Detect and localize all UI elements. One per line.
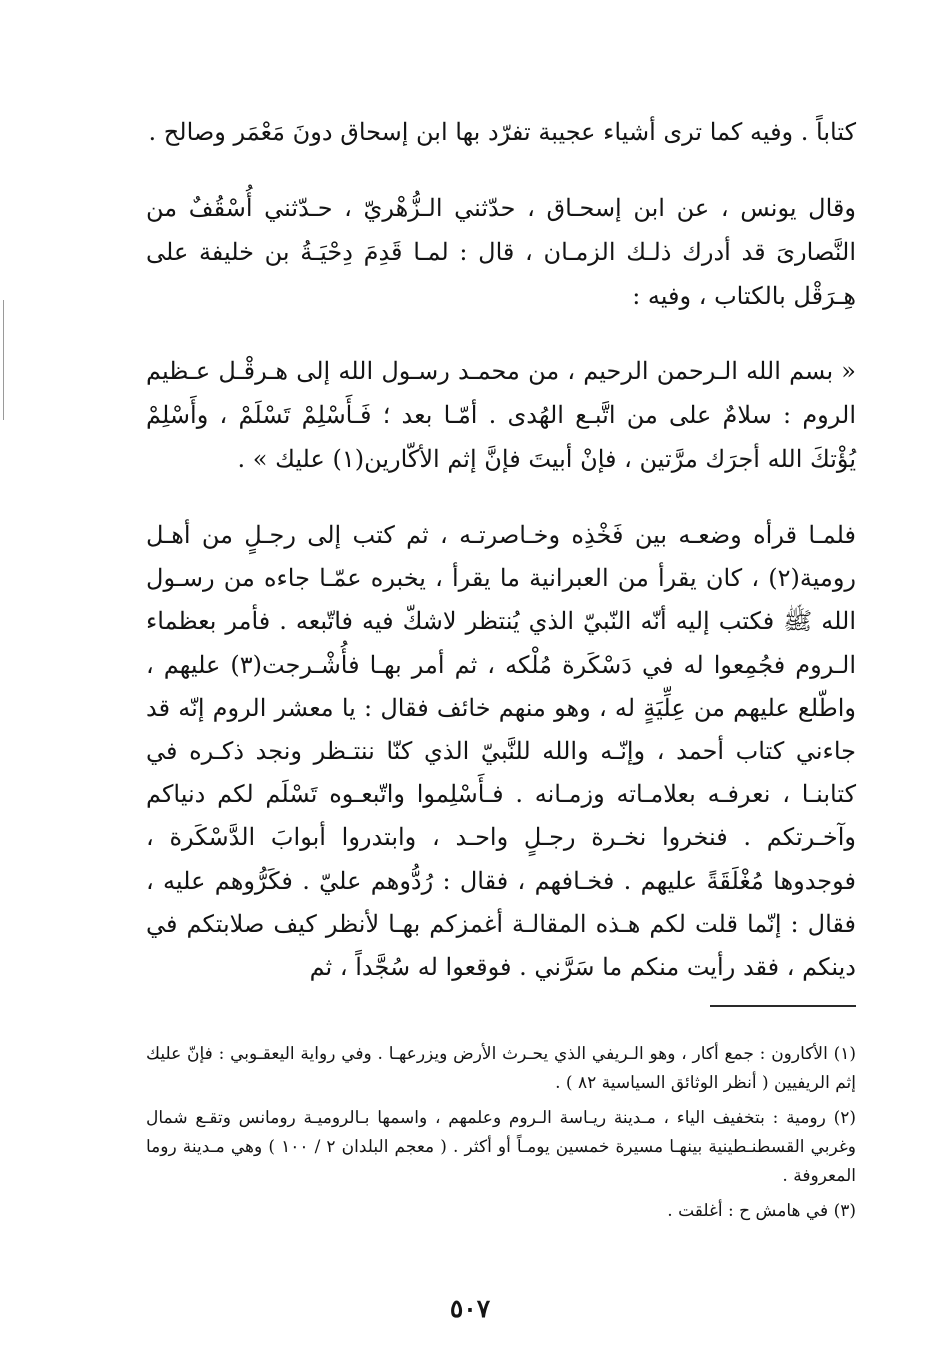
scan-edge-line: [3, 300, 4, 420]
body-paragraph-4: فلمـا قرأه وضعـه بين فَخْذِه وخـاصرتـه ، ثم كتب إلى رجـلٍ من أهـل رومية(٢) ، كان يقرأ من العبرانية ما يقرأ ، يخبره عمّـا جاءه من رسـول الله ﷺ فكتب إليه أنّه النّبيّ الذي يُنتظر لاشكّ فيه فاتّبعه . فأمر بعظماء الـروم فجُمِعوا له في دَسْكَرة مُلْكه ، ثم أمر بهـا فأُشْـرجت(٣) عليهم ، واطّلع عليهم من عِلِّيَةٍ له ، وهو منهم خائف فقال : يا معشر الروم إنّه قد جاءني كتاب أحمد ، وإنّـه والله للنَّبيّ الذي كنّا ننتـظر ونجد ذكـره في كتابنـا ، نعرفـه بعلامـاته وزمـانه . فـأَسْلِموا واتّبعـوه تَسْلَم لكم دنياكم وآخـرتكم . فنخروا نخـرة رجـلٍ واحـد ، وابتدروا أبوابَ الدَّسْكَرة ، فوجدوها مُغْلَقَةً عليهم . فخـافهم ، فقال : رُدُّوهم عليّ . فكَرُّوهم عليه ، فقال : إنّما قلت لكم هـذه المقالـة أغمزكم بهـا لأنظر كيف صلابتكم في دينكم ، فقد رأيت منكم ما سَرَّني . فوقعوا له سُجَّداً ، ثم: [146, 521, 856, 982]
footnotes: [146, 1040, 856, 1232]
body-paragraph-1: كتاباً . وفيه كما ترى أشياء عجيبة تفرّد بها ابن إسحاق دونَ مَعْمَر وصالح .: [148, 118, 856, 146]
footnote-separator: [710, 1005, 856, 1007]
body-paragraph-2: وقال يونس ، عن ابن إسحـاق ، حدّثني الـزُّهْريّ ، حـدّثني أُسْقُفٌ من النَّصارىَ قد أدرك ذلـك الزمـان ، قال : لمـا قَدِمَ دِحْيَـةُ بن خليفة على هِـرَقْل بالكتاب ، وفيه :: [146, 194, 856, 310]
page-number: ٥٠٧: [449, 1294, 491, 1323]
footnote-3: (٣) في هامش ح : أغلقت .: [667, 1201, 856, 1221]
body-paragraph-3: « بسم الله الـرحمن الرحيم ، من محمـد رسـول الله إلى هـرقْـل عـظيم الروم : سلامٌ على من اتَّبـع الهُدى . أمّـا بعد ؛ فَـأَسْلِمْ تَسْلَمْ ، وأَسْلِمْ يُؤْتكَ الله أجرَك مرَّتين ، فإنْ أبيتَ فإنَّ إثم الأكّارين(١) عليك » .: [146, 357, 856, 473]
footnote-1: (١) الأكارون : جمع أكار ، وهو الـريفي الذي يحـرث الأرض ويزرعهـا . وفي رواية اليعقـوبي : فإنّ عليك إثم الريفيين ( أنظر الوثائق السياسية ٨٢ ) .: [146, 1044, 856, 1093]
footnote-2: (٢) رومية : بتخفيف الياء ، مـدينة ريـاسة الـروم وعلمهم ، واسمها بـالروميـة رومانس وتقـع شمال وغربي القسطنـطينية بينهـا مسيرة خمسين يومـاً أو أكثر . ( معجم البلدان ٢ / ١٠٠ ) وهي مـدينة روما المعروفة .: [146, 1108, 856, 1186]
